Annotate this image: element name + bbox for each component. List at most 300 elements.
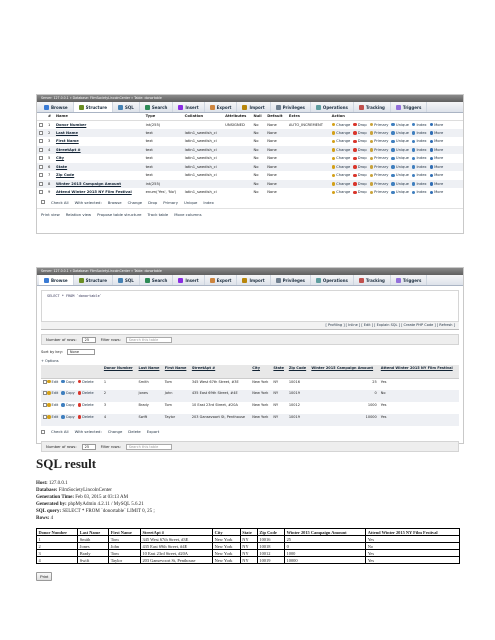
tab-browse[interactable] — [39, 275, 74, 285]
cell-winter-2015-campaign-amount: 1000 — [367, 403, 377, 407]
tab-structure[interactable] — [74, 275, 113, 285]
cell-winter-2015-campaign-amount: 25 — [372, 379, 377, 384]
column-name[interactable]: Last Name — [54, 129, 144, 138]
column-extra — [287, 137, 330, 146]
tab-label: Browse — [51, 104, 68, 110]
column-number: 7 — [47, 173, 51, 178]
result-cell-streetapt: 203 Gansevoort St, Penthouse — [140, 557, 212, 564]
drop-action[interactable]: Drop — [353, 148, 366, 152]
index-action[interactable]: Index — [412, 123, 427, 127]
unique-action[interactable]: Unique — [391, 182, 409, 186]
column-attributes — [223, 163, 251, 172]
result-column-header: City — [213, 529, 241, 536]
triggers-icon — [396, 105, 401, 110]
column-name[interactable]: First Name — [55, 139, 79, 144]
check-all-checkbox[interactable] — [41, 200, 45, 204]
index-action[interactable]: Index — [412, 139, 427, 143]
column-header[interactable]: State — [271, 365, 286, 378]
index-action[interactable]: Index — [412, 182, 427, 186]
unique-action[interactable]: Unique — [391, 165, 409, 169]
unique-icon — [391, 148, 395, 152]
column-number: 9 — [47, 190, 51, 195]
column-header[interactable]: Last Name — [137, 365, 163, 378]
index-action[interactable]: Index — [412, 156, 427, 160]
result-row — [37, 536, 460, 543]
column-header[interactable]: Attend Winter 2015 NY Film Festival — [379, 365, 459, 378]
result-column-header: First Name — [109, 529, 141, 536]
change-action[interactable]: Change — [332, 173, 351, 177]
result-cell-donor-number: 1 — [37, 536, 78, 543]
change-action[interactable]: Change — [332, 182, 351, 186]
unique-action[interactable]: Unique — [391, 173, 409, 177]
result-table — [36, 528, 460, 564]
result-cell-last-name: Swift — [78, 557, 109, 564]
column-name[interactable]: City — [55, 156, 65, 161]
tab-operations[interactable] — [311, 275, 354, 285]
column-number: 2 — [46, 129, 54, 138]
column-attributes: UNSIGNED — [225, 122, 245, 127]
change-icon — [332, 165, 336, 169]
index-icon — [412, 123, 416, 127]
column-header[interactable]: StreetApt # — [190, 365, 250, 378]
result-cell-zip-code: 10018 — [257, 543, 284, 550]
index-action[interactable]: Index — [412, 190, 427, 194]
export-icon — [210, 278, 215, 283]
more-action[interactable]: More — [430, 131, 444, 135]
primary-action[interactable]: Primary — [370, 139, 389, 143]
drop-icon — [353, 182, 357, 186]
unique-action[interactable]: Unique — [391, 156, 409, 160]
drop-action[interactable]: Drop — [353, 173, 366, 177]
index-icon — [412, 191, 416, 195]
primary-action[interactable]: Primary — [370, 156, 389, 160]
primary-action[interactable]: Primary — [370, 165, 389, 169]
move-columns-link[interactable]: Move columns — [174, 211, 202, 217]
column-header[interactable]: City — [250, 365, 271, 378]
column-type: text — [145, 173, 153, 178]
table-row — [37, 154, 463, 163]
primary-action[interactable]: Primary — [370, 123, 389, 127]
result-column-header: State — [240, 529, 257, 536]
tab-import[interactable] — [237, 102, 270, 112]
tab-bar — [37, 275, 463, 286]
more-icon — [430, 165, 434, 169]
row-checkbox[interactable] — [39, 173, 43, 177]
more-action[interactable]: More — [430, 165, 444, 169]
column-header: Action — [330, 113, 463, 120]
change-icon — [332, 182, 336, 186]
result-cell-first-name: Taylor — [109, 557, 141, 564]
delete-icon — [78, 391, 82, 395]
cell-last-name: Smith — [138, 379, 149, 384]
rows-label: Number of rows: — [46, 444, 77, 449]
tab-triggers[interactable] — [391, 275, 427, 285]
tab-triggers[interactable] — [391, 102, 427, 112]
change-icon — [332, 123, 336, 127]
browse-icon — [44, 278, 49, 283]
column-null: No — [251, 180, 265, 189]
tab-search[interactable] — [140, 102, 173, 112]
column-header[interactable]: Winter 2015 Campaign Amount — [309, 365, 378, 378]
meta-label: Generation Time: — [36, 495, 75, 500]
primary-action[interactable]: Primary — [370, 182, 389, 186]
sort-select[interactable]: None — [67, 349, 95, 355]
meta-value: 127.0.0.1 — [47, 481, 68, 486]
delete-row-button[interactable]: Delete — [78, 415, 94, 419]
sql-query-box: SELECT * FROM `donortable` — [41, 290, 459, 322]
track-table-link[interactable]: Track table — [147, 211, 169, 217]
breadcrumb: Server: 127.0.0.1 » Database: FilmSocietyLincolnCenter » Table: donortable — [37, 95, 463, 102]
unique-option[interactable]: Unique — [183, 199, 198, 205]
index-icon — [412, 148, 416, 152]
delete-option[interactable]: Delete — [128, 429, 141, 434]
options-toggle[interactable]: + Options — [41, 359, 59, 363]
more-action[interactable]: More — [430, 156, 444, 160]
column-attributes — [223, 188, 251, 197]
column-default: None — [267, 156, 277, 161]
index-icon — [412, 131, 416, 135]
structure-icon — [79, 278, 84, 283]
result-cell-winter-2015-campaign-amount: 10000 — [285, 557, 366, 564]
column-default: None — [265, 146, 287, 155]
result-cell-donor-number: 4 — [37, 557, 78, 564]
change-action[interactable]: Change — [332, 148, 351, 152]
import-icon — [242, 278, 247, 283]
primary-icon — [370, 148, 374, 152]
filter-input[interactable]: Search this table — [126, 444, 172, 450]
cell-city: New York — [252, 403, 269, 407]
tab-export[interactable] — [205, 275, 238, 285]
primary-icon — [370, 165, 374, 169]
meta-value: phpMyAdmin 4.2.11 / MySQL 5.6.21 — [66, 502, 144, 507]
filter-input[interactable]: Search this table — [126, 337, 172, 343]
cell-first-name: Tom — [164, 379, 172, 384]
column-default: None — [265, 129, 287, 138]
edit-row-button[interactable]: Edit — [47, 380, 58, 384]
copy-icon — [61, 403, 65, 407]
column-name[interactable]: State — [54, 163, 144, 172]
tab-sql[interactable] — [113, 275, 140, 285]
edit-icon — [47, 380, 51, 384]
tab-insert[interactable] — [173, 275, 204, 285]
index-action[interactable]: Index — [412, 165, 427, 169]
delete-icon — [78, 403, 82, 407]
tab-export[interactable] — [205, 102, 238, 112]
unique-icon — [391, 140, 395, 144]
rows-select[interactable]: 25 — [82, 444, 96, 450]
row-checkbox[interactable] — [39, 165, 43, 169]
index-icon — [412, 182, 416, 186]
tab-import[interactable] — [237, 275, 270, 285]
more-action[interactable]: More — [430, 139, 444, 143]
column-collation — [183, 120, 223, 129]
delete-row-button[interactable]: Delete — [78, 391, 94, 395]
unique-icon — [391, 123, 395, 127]
delete-row-button[interactable]: Delete — [78, 380, 94, 384]
change-icon — [332, 131, 336, 135]
result-cell-winter-2015-campaign-amount: 25 — [285, 536, 366, 543]
index-action[interactable]: Index — [412, 131, 427, 135]
primary-action[interactable]: Primary — [370, 190, 389, 194]
column-extra — [287, 171, 330, 180]
drop-icon — [353, 191, 357, 195]
column-actions — [330, 188, 463, 197]
meta-label: Host: — [36, 481, 48, 486]
result-column-header: Zip Code — [257, 529, 284, 536]
tab-label: Triggers — [402, 277, 422, 283]
table-row — [37, 129, 463, 138]
tab-operations[interactable] — [311, 102, 354, 112]
unique-action[interactable]: Unique — [391, 131, 409, 135]
table-row — [37, 163, 463, 172]
change-option[interactable]: Change — [127, 199, 143, 205]
column-name[interactable]: StreetApt # — [54, 146, 144, 155]
index-icon — [412, 157, 416, 161]
cell-streetapt: 203 Gansevoort St, Penthouse — [190, 414, 250, 426]
unique-action[interactable]: Unique — [391, 139, 409, 143]
copy-row-button[interactable]: Copy — [61, 391, 74, 395]
row-checkbox[interactable] — [39, 139, 43, 143]
drop-action[interactable]: Drop — [353, 131, 366, 135]
primary-option[interactable]: Primary — [163, 199, 178, 205]
cell-city: New York — [252, 379, 269, 384]
relation-view-link[interactable]: Relation view — [65, 211, 92, 217]
cell-first-name: Taylor — [163, 414, 190, 426]
check-all-option[interactable]: Check All — [51, 429, 69, 434]
tab-tracking[interactable] — [354, 102, 391, 112]
breadcrumb: Server: 127.0.0.1 » Database: FilmSocietyLincolnCenter » Table: donortable — [37, 268, 463, 275]
column-null: No — [253, 156, 259, 161]
drop-action[interactable]: Drop — [353, 182, 366, 186]
result-cell-first-name: John — [109, 543, 141, 550]
result-cell-first-name: Tom — [109, 550, 141, 557]
copy-row-button[interactable]: Copy — [61, 415, 74, 419]
index-icon — [412, 165, 416, 169]
change-action[interactable]: Change — [332, 190, 351, 194]
cell-zip-code: 10019 — [287, 414, 310, 426]
primary-icon — [370, 157, 374, 161]
tab-browse[interactable] — [39, 102, 74, 112]
unique-action[interactable]: Unique — [391, 148, 409, 152]
drop-action[interactable]: Drop — [353, 165, 366, 169]
drop-action[interactable]: Drop — [353, 139, 366, 143]
column-collation: latin1_swedish_ci — [183, 163, 223, 172]
cell-city: New York — [250, 390, 271, 402]
column-attributes — [223, 180, 251, 189]
sql-icon — [118, 105, 123, 110]
primary-icon — [370, 182, 374, 186]
result-cell-city: New York — [213, 557, 241, 564]
navigation-bar — [41, 334, 459, 345]
cell-streetapt: 435 East 69th Street, #4E — [190, 390, 250, 402]
drop-action[interactable]: Drop — [353, 123, 366, 127]
print-button[interactable]: Print — [36, 572, 52, 581]
cell-zip-code: 10016 — [288, 379, 300, 384]
check-all-option[interactable]: Check All — [51, 199, 69, 205]
browse-panel — [36, 267, 464, 449]
result-cell-winter-2015-campaign-amount: 0 — [285, 543, 366, 550]
tab-search[interactable] — [140, 275, 173, 285]
tracking-icon — [359, 105, 364, 110]
column-attributes — [223, 129, 251, 138]
primary-action[interactable]: Primary — [370, 131, 389, 135]
column-name[interactable]: Donor Number — [55, 122, 87, 127]
row-checkbox[interactable] — [39, 190, 43, 194]
change-action[interactable]: Change — [332, 139, 351, 143]
row-checkbox[interactable] — [39, 182, 43, 186]
unique-icon — [391, 174, 395, 178]
tab-label: Privileges — [282, 277, 305, 283]
filter-label: Filter rows: — [100, 444, 121, 449]
result-cell-state: NY — [240, 557, 257, 564]
more-icon — [430, 174, 434, 178]
tab-privileges[interactable] — [271, 275, 311, 285]
copy-row-button[interactable]: Copy — [61, 380, 74, 384]
sql-links[interactable]: [ Profiling ] [ Inline ] [ Edit ] [ Explain SQL ] [ Create PHP Code ] [ Refresh ] — [41, 322, 459, 330]
index-option[interactable]: Index — [203, 199, 214, 205]
export-option[interactable]: Export — [146, 429, 160, 434]
change-action[interactable]: Change — [332, 123, 351, 127]
rows-select[interactable]: 25 — [82, 337, 96, 343]
more-action[interactable]: More — [430, 182, 444, 186]
copy-row-button[interactable]: Copy — [61, 403, 74, 407]
unique-action[interactable]: Unique — [391, 190, 409, 194]
column-type: text — [144, 163, 183, 172]
column-null: No — [253, 190, 259, 195]
column-extra — [287, 188, 330, 197]
drop-option[interactable]: Drop — [148, 199, 158, 205]
change-option[interactable]: Change — [107, 429, 123, 434]
table-row — [37, 120, 463, 129]
more-action[interactable]: More — [430, 190, 444, 194]
sort-label: Sort by key: — [41, 350, 63, 354]
cell-donor-number: 1 — [103, 379, 107, 384]
browse-option[interactable]: Browse — [107, 199, 122, 205]
primary-icon — [370, 140, 374, 144]
primary-action[interactable]: Primary — [370, 173, 389, 177]
result-cell-state: NY — [240, 550, 257, 557]
result-row — [37, 543, 460, 550]
unique-action[interactable]: Unique — [391, 123, 409, 127]
change-icon — [332, 140, 336, 144]
row-checkbox[interactable] — [39, 123, 43, 127]
rows-table — [41, 365, 459, 426]
index-icon — [412, 140, 416, 144]
cell-attend-winter-2015-ny-film-festival: Yes — [380, 403, 387, 407]
column-type: enum('Yes', 'No') — [145, 190, 177, 195]
cell-first-name: John — [163, 390, 190, 402]
drop-action[interactable]: Drop — [353, 156, 366, 160]
more-icon — [430, 191, 434, 195]
cell-city: New York — [250, 414, 271, 426]
column-default: None — [265, 163, 287, 172]
column-name[interactable]: Zip Code — [55, 173, 75, 178]
column-header[interactable]: Donor Number — [102, 365, 137, 378]
tab-insert[interactable] — [173, 102, 204, 112]
meta-value: 4 — [49, 516, 54, 521]
delete-row-button[interactable]: Delete — [78, 403, 94, 407]
column-header[interactable]: First Name — [163, 365, 190, 378]
row-checkbox[interactable] — [39, 131, 43, 135]
column-collation: latin1_swedish_ci — [184, 139, 217, 144]
cell-zip-code: 10019 — [287, 390, 310, 402]
tab-structure[interactable] — [74, 102, 113, 112]
tab-tracking[interactable] — [354, 275, 391, 285]
check-all-checkbox[interactable] — [41, 430, 45, 434]
row-checkbox[interactable] — [39, 148, 43, 152]
column-name[interactable]: Attend Winter 2015 NY Film Festival — [55, 190, 132, 195]
more-action[interactable]: More — [430, 123, 444, 127]
change-action[interactable]: Change — [332, 131, 351, 135]
edit-row-button[interactable]: Edit — [47, 391, 58, 395]
table-row — [41, 390, 459, 402]
column-number: 8 — [46, 180, 54, 189]
column-actions — [330, 154, 463, 163]
tab-label: Structure — [85, 277, 107, 283]
primary-action[interactable]: Primary — [370, 148, 389, 152]
with-selected-option: With selected: — [74, 429, 102, 434]
with-selected-option: With selected: — [74, 199, 102, 205]
result-cell-streetapt: 435 East 69th Street, #4E — [140, 543, 212, 550]
change-action[interactable]: Change — [332, 165, 351, 169]
propose-table-structure-link[interactable]: Propose table structure — [97, 211, 142, 217]
cell-zip-code: 10012 — [288, 403, 300, 407]
result-cell-first-name: Tom — [109, 536, 141, 543]
edit-icon — [47, 403, 51, 407]
result-cell-city: New York — [213, 550, 241, 557]
drop-icon — [353, 174, 357, 178]
tab-sql[interactable] — [113, 102, 140, 112]
print-view-link[interactable]: Print view — [41, 211, 60, 217]
column-name[interactable]: Winter 2015 Campaign Amount — [54, 180, 144, 189]
row-checkbox[interactable] — [39, 156, 43, 160]
result-column-header: Winter 2015 Campaign Amount — [285, 529, 366, 536]
column-number: 4 — [46, 146, 54, 155]
more-action[interactable]: More — [430, 148, 444, 152]
column-default: None — [267, 190, 277, 195]
column-number: 6 — [46, 163, 54, 172]
index-action[interactable]: Index — [412, 148, 427, 152]
structure-icon — [79, 105, 84, 110]
result-title: SQL result — [36, 456, 97, 471]
cell-donor-number: 2 — [102, 390, 137, 402]
column-header[interactable]: Zip Code — [287, 365, 310, 378]
result-cell-zip-code: 10019 — [257, 557, 284, 564]
edit-row-button[interactable]: Edit — [47, 415, 58, 419]
column-extra — [287, 163, 330, 172]
tab-privileges[interactable] — [271, 102, 311, 112]
tab-label: Export — [216, 277, 232, 283]
insert-icon — [178, 105, 183, 110]
drop-action[interactable]: Drop — [353, 190, 366, 194]
tab-label: Tracking — [365, 104, 385, 110]
column-null: No — [251, 163, 265, 172]
column-type: text — [144, 146, 183, 155]
index-action[interactable]: Index — [412, 173, 427, 177]
change-action[interactable]: Change — [332, 156, 351, 160]
result-column-header: Last Name — [78, 529, 109, 536]
column-header: Type — [144, 113, 183, 120]
edit-row-button[interactable]: Edit — [47, 403, 58, 407]
result-cell-attend-winter-2015-ny-film-festival: No — [366, 543, 460, 550]
cell-state: NY — [273, 379, 279, 384]
unique-icon — [391, 182, 395, 186]
tracking-icon — [359, 278, 364, 283]
column-attributes — [223, 171, 251, 180]
unique-icon — [391, 191, 395, 195]
more-action[interactable]: More — [430, 173, 444, 177]
rows-label: Number of rows: — [46, 337, 77, 342]
